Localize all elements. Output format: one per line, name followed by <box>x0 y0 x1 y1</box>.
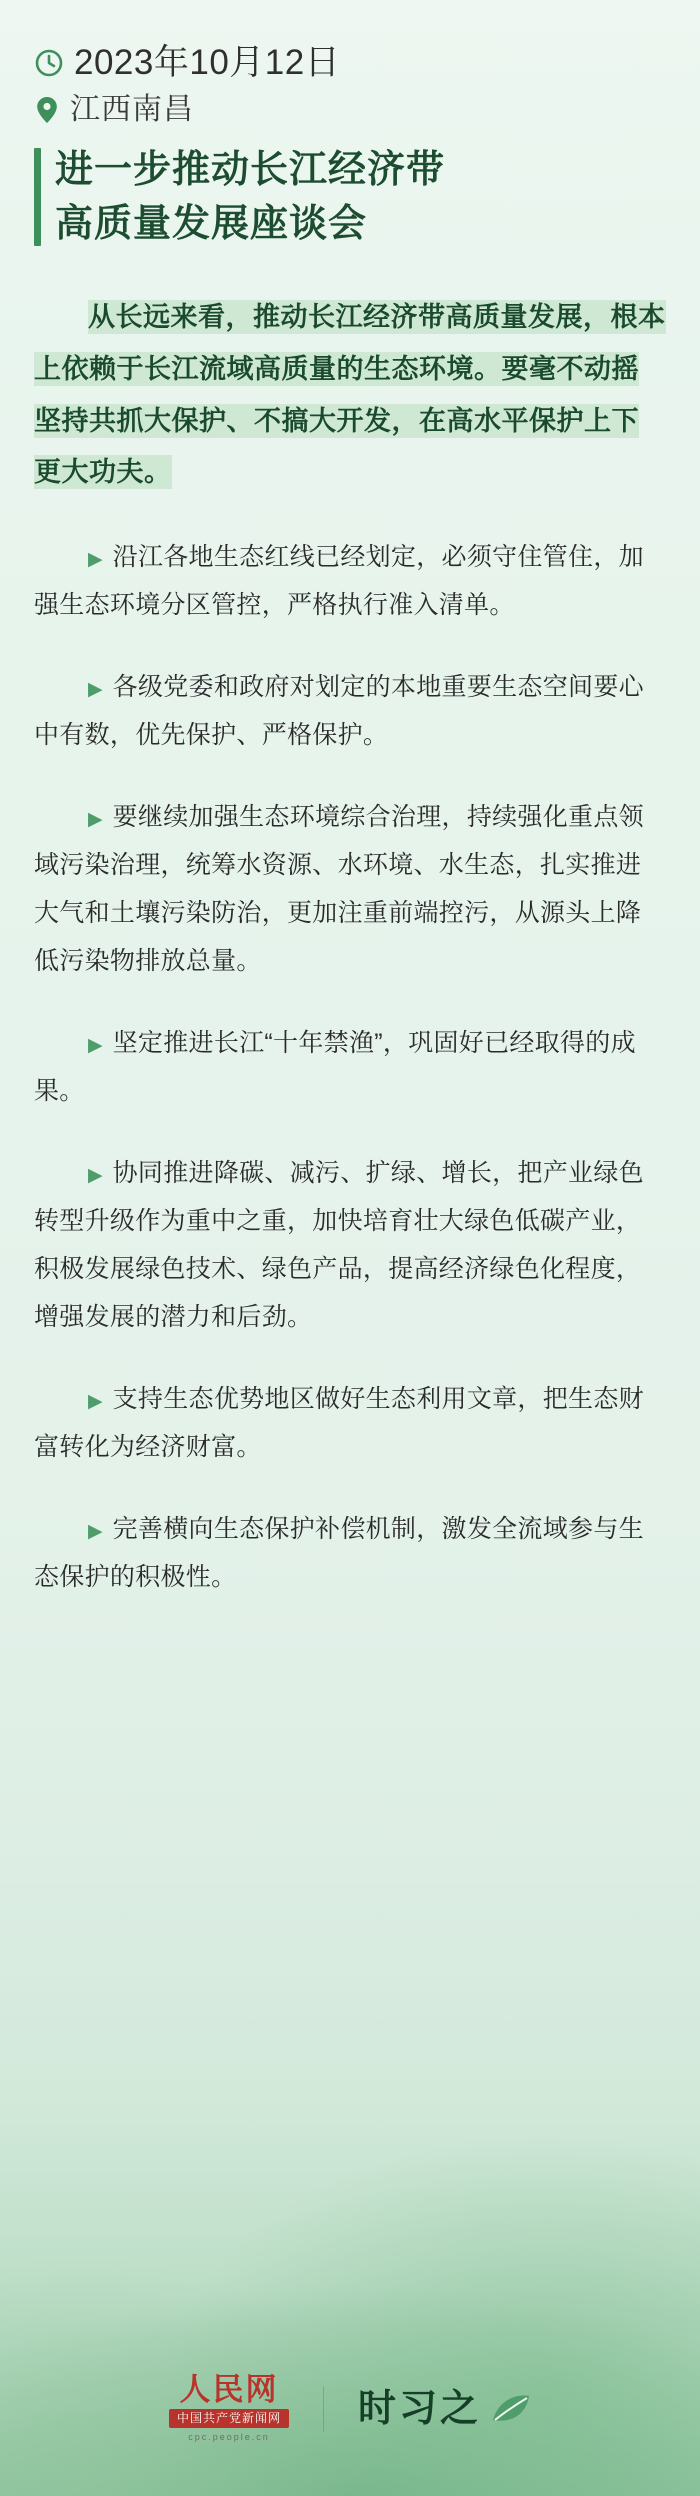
list-item <box>34 533 666 629</box>
list-item-text: 协同推进降碳、减污、扩绿、增长，把产业绿色转型升级作为重中之重，加快培育壮大绿色低碳产业，积极发展绿色技术、绿色产品，提高经济绿色化程度，增强发展的潜力和后劲。 <box>34 1159 644 1332</box>
location-pin-icon <box>34 95 60 125</box>
page-title <box>34 144 666 252</box>
list-item <box>34 663 666 759</box>
bullet-arrow-icon: ▶ <box>88 679 103 701</box>
bullet-arrow-icon: ▶ <box>88 549 103 571</box>
list-item-text: 支持生态优势地区做好生态利用文章，把生态财富转化为经济财富。 <box>34 1385 644 1462</box>
list-item <box>34 1149 666 1341</box>
bullet-arrow-icon: ▶ <box>88 1521 103 1543</box>
list-item-text: 要继续加强生态环境综合治理，持续强化重点领域污染治理，统筹水资源、水环境、水生态，扎实推进大气和土壤污染防治，更加注重前端控污，从源头上降低污染物排放总量。 <box>34 803 644 976</box>
list-item <box>34 793 666 985</box>
title-accent-bar <box>34 148 41 246</box>
date-text: 2023年10月12日 <box>74 43 341 82</box>
lead-text: 从长远来看，推动长江经济带高质量发展，根本上依赖于长江流域高质量的生态环境。要毫不动摇坚持共抓大保护、不搞大开发，在高水平保护上下更大功夫。 <box>34 301 666 488</box>
location-text: 江西南昌 <box>70 93 194 126</box>
date-line <box>34 42 666 84</box>
poster-footer <box>0 2371 700 2444</box>
clock-icon <box>34 48 64 78</box>
leaf-icon <box>489 2392 531 2426</box>
people-cn-subtitle: 中国共产党新闻网 <box>169 2409 289 2429</box>
shixizhi-text: 时习之 <box>358 2387 482 2430</box>
list-item <box>34 1375 666 1471</box>
location-line <box>34 92 666 128</box>
list-item <box>34 1019 666 1115</box>
bullet-arrow-icon: ▶ <box>88 1165 103 1187</box>
bullet-arrow-icon: ▶ <box>88 1035 103 1057</box>
title-lines <box>55 144 445 252</box>
title-line-1: 进一步推动长江经济带 <box>55 149 446 191</box>
bullet-arrow-icon: ▶ <box>88 1391 103 1413</box>
people-cn-logo <box>169 2371 289 2444</box>
lead-paragraph <box>34 292 666 499</box>
footer-divider <box>323 2386 324 2432</box>
people-cn-name: 人民网 <box>179 2371 279 2407</box>
list-item-text: 各级党委和政府对划定的本地重要生态空间要心中有数，优先保护、严格保护。 <box>34 673 644 750</box>
list-item-text: 坚定推进长江“十年禁渔”，巩固好已经取得的成果。 <box>34 1029 636 1106</box>
people-cn-domain: cpc.people.cn <box>188 2432 270 2443</box>
list-item-text: 完善横向生态保护补偿机制，激发全流域参与生态保护的积极性。 <box>34 1515 644 1592</box>
title-line-2: 高质量发展座谈会 <box>55 202 368 245</box>
list-item-text: 沿江各地生态红线已经划定，必须守住管住，加强生态环境分区管控，严格执行准入清单。 <box>34 543 644 620</box>
list-item <box>34 1505 666 1601</box>
bullet-arrow-icon: ▶ <box>88 809 103 831</box>
poster-header <box>34 0 666 252</box>
poster-body <box>34 292 666 1601</box>
shixizhi-logo <box>358 2387 531 2430</box>
